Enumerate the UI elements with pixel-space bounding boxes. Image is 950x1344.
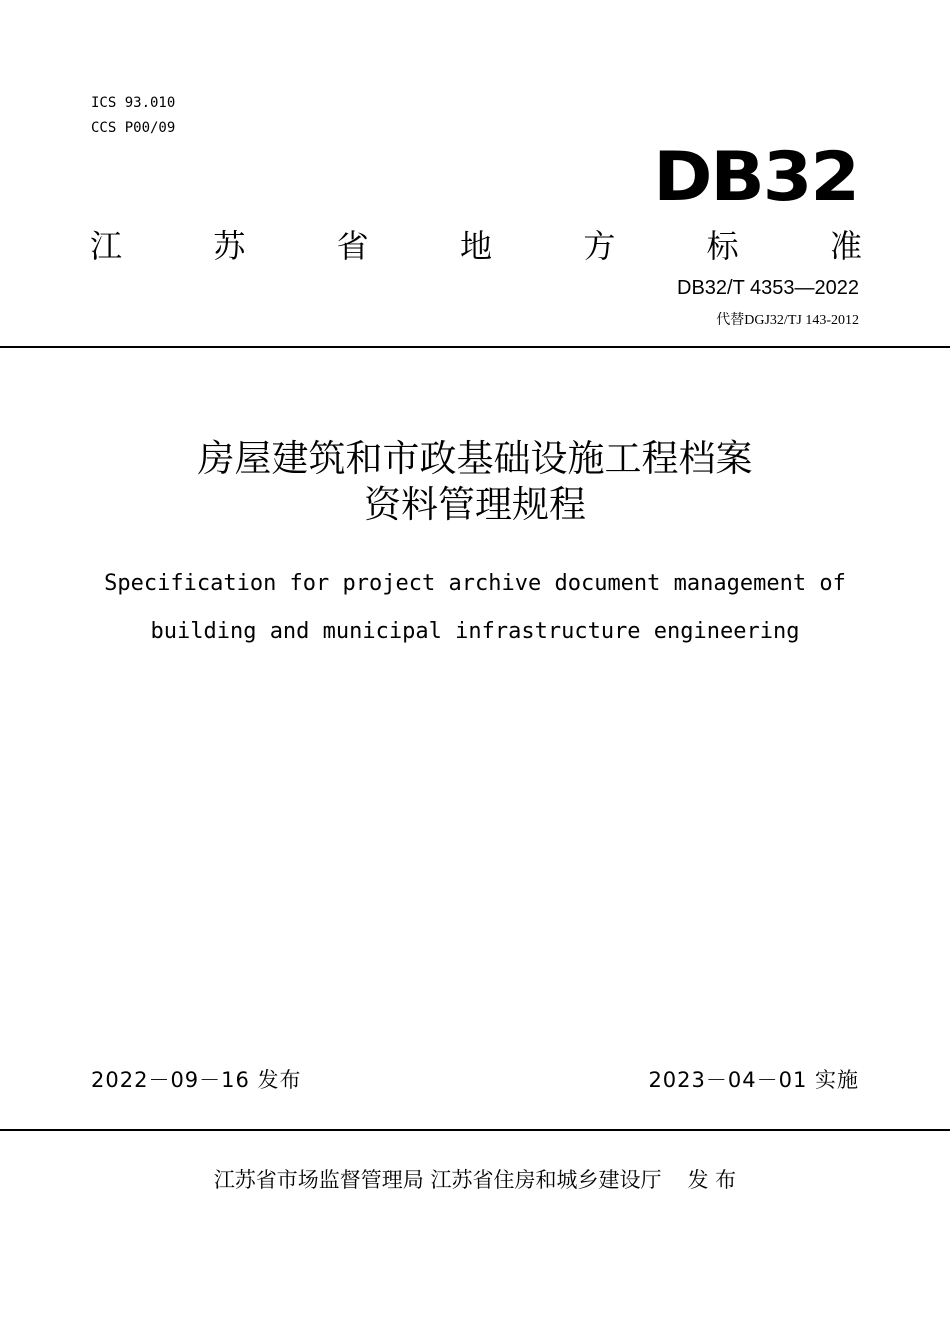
db32-logo: DB32 xyxy=(653,138,858,217)
bottom-divider xyxy=(0,1129,950,1131)
standard-type-char: 地 xyxy=(459,227,492,265)
english-title-line-2: building and municipal infrastructure engineering xyxy=(150,619,800,644)
top-divider xyxy=(0,346,950,348)
implementation-date: 2023－04－01 实施 xyxy=(648,1068,859,1092)
standard-type-char: 准 xyxy=(829,227,862,265)
standard-type-char: 省 xyxy=(336,227,369,265)
chinese-title-line-2: 资料管理规程 xyxy=(364,483,586,526)
issuing-authorities xyxy=(0,1166,950,1194)
standard-type-char: 江 xyxy=(90,227,123,265)
standard-type-char: 标 xyxy=(706,227,739,265)
standard-type-char: 苏 xyxy=(213,227,246,265)
english-title-line-1: Specification for project archive document management of xyxy=(104,571,846,596)
issue-date: 2022－09－16 发布 xyxy=(91,1068,302,1092)
authorities-names: 江苏省市场监督管理局 江苏省住房和城乡建设厅 xyxy=(213,1168,662,1192)
ccs-code: CCS P00/09 xyxy=(91,120,176,136)
issue-action: 发 布 xyxy=(687,1168,737,1192)
replaces-note: 代替DGJ32/TJ 143-2012 xyxy=(716,313,859,328)
standard-type-title xyxy=(90,224,862,268)
ics-code: ICS 93.010 xyxy=(91,95,176,111)
chinese-title-line-1: 房屋建筑和市政基础设施工程档案 xyxy=(197,437,753,480)
standard-code: DB32/T 4353—2022 xyxy=(677,277,859,299)
standard-type-char: 方 xyxy=(583,227,616,265)
